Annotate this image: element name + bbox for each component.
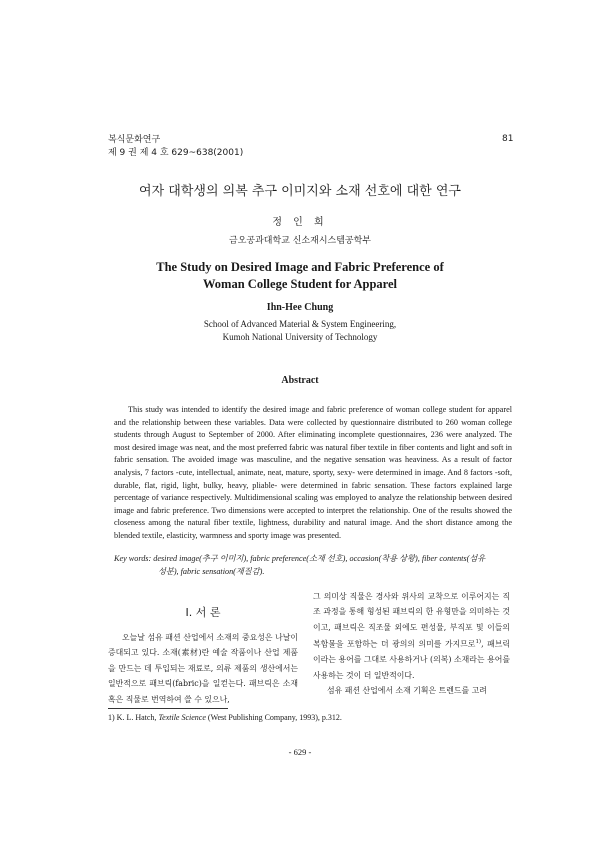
title-korean: 여자 대학생의 의복 추구 이미지와 소재 선호에 대한 연구 — [139, 184, 461, 199]
affiliation-english-line2: Kumoh National University of Technology — [222, 332, 378, 342]
keywords-line2: 성분), fabric sensation(재질감). — [158, 566, 265, 576]
keywords — [114, 553, 512, 578]
page-number-top: 81 — [502, 134, 514, 144]
abstract-body — [114, 404, 512, 543]
right-paragraph-1-text: 그 의미상 직물은 경사와 위사의 교착으로 이루어지는 직조 과정을 통해 형성된 패브릭의 한 유형만을 의미하는 것이고, 패브릭은 직조물 외에도 편성물, 부직포 및 이들의 복합물을 포함하는 더 광의의 의미를 가지므로 — [313, 592, 510, 649]
journal-name: 복식문화연구 — [108, 135, 161, 145]
title-english-line1: The Study on Desired Image and Fabric Preference of — [156, 260, 444, 274]
footnote-divider — [108, 708, 228, 709]
title-english — [0, 259, 600, 293]
footnote — [108, 713, 342, 722]
affiliation-english — [0, 318, 600, 344]
footnote-suffix: (West Publishing Company, 1993), p.312. — [207, 713, 342, 722]
author-korean: 정 인 희 — [272, 217, 328, 228]
footnote-book-title: Textile Science — [158, 713, 206, 722]
left-paragraph: 오늘날 섬유 패션 산업에서 소재의 중요성은 나날이 증대되고 있다. 소재(素材)란 예술 작품이나 산업 제품을 만드는 데 투입되는 재료로, 의류 제품의 생산에서는 일반적으로 패브릭(fabric)을 일컫는다. 패브릭은 소재 혹은 직물로 번역하여 쓸 수 있으나, — [108, 633, 298, 704]
journal-volume: 제 9 권 제 4 호 629~638(2001) — [108, 148, 244, 158]
abstract-text: This study was intended to identify the desired image and fabric preference of woman college student for apparel and the relationship between these variables. Data were collected by questionnaire distributed to 260 woman college students through August to September of 2000. After eliminating incomplete questionnaires, 236 were analyzed. The most desired image was neat, and the most preferred fabric was natural fiber textile in fiber contents and light and soft in fabric sensation. The avoided image was masculine, and the negative sensation was heaviness. As a result of factor analysis, 7 factors -cute, intellectual, animate, neat, mature, sporty, sexy- were determined in image. And 8 factors -soft, durable, flat, rigid, light, bulky, heavy, pliable- were determined in fabric sensation. These factors explained large percentage of variance respectively. Multidimensional scaling was employed to analyze the relationship between desired image and fabric preference. Two dimensions were accepted to interpret the relationship. One of the results showed the closeness among the natural fiber textile, lightness, durability and natural image. And the short distance among the blended textile, elasticity, warmness and sporty image was presented. — [114, 405, 512, 540]
footnote-prefix: 1) K. L. Hatch, — [108, 713, 157, 722]
right-paragraph-1-text-cont: , 패브릭이라는 용어를 그대로 사용하거나 (의복) 소재라는 용어를 사용하는 것이 더 일반적이다. — [313, 639, 510, 680]
affiliation-korean: 금오공과대학교 신소재시스템공학부 — [229, 236, 371, 246]
title-english-line2: Woman College Student for Apparel — [203, 277, 397, 291]
section-heading-introduction: Ⅰ. 서 론 — [185, 606, 221, 619]
author-english: Ihn-Hee Chung — [266, 302, 334, 313]
body-left-column — [108, 630, 298, 707]
journal-header — [108, 134, 243, 160]
keywords-line1: Key words: desired image(추구 이미지), fabric preference(소재 선호), occasion(착용 상황), fiber contents(섬유 — [114, 554, 486, 563]
footnote-reference: 1) — [475, 639, 482, 646]
right-paragraph-1 — [313, 589, 510, 683]
abstract-heading: Abstract — [281, 375, 319, 386]
right-paragraph-2: 섬유 패션 산업에서 소재 기획은 트렌드를 고려 — [327, 686, 487, 696]
page-number-bottom: - 629 - — [288, 747, 312, 757]
body-right-column — [313, 589, 510, 698]
affiliation-english-line1: School of Advanced Material & System Engineering, — [203, 319, 397, 329]
